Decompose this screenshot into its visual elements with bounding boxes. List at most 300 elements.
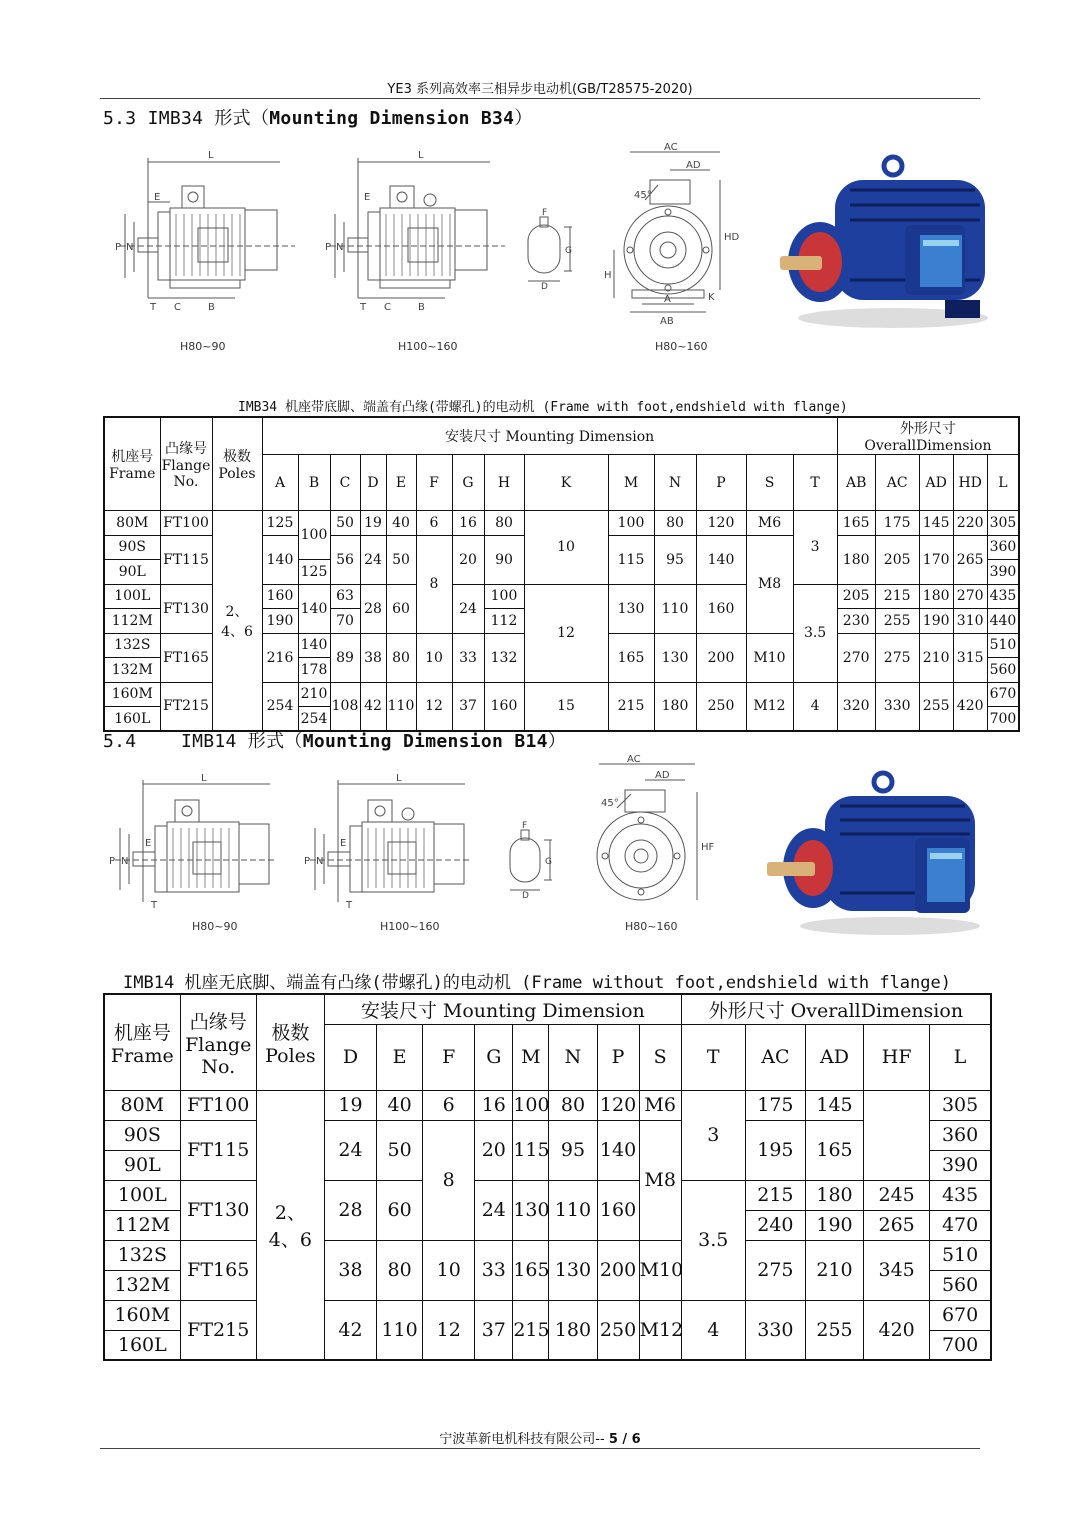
table-cell: 28 xyxy=(360,584,386,633)
drawing-caption: H80~90 xyxy=(180,340,226,353)
table-cell: 560 xyxy=(930,1270,991,1300)
table-cell: 165 xyxy=(805,1120,863,1180)
table-cell: 200 xyxy=(696,633,746,682)
dimension-label: P xyxy=(325,242,332,253)
col-header: F xyxy=(423,1024,475,1090)
table-cell: 50 xyxy=(330,511,360,536)
table-cell: 12 xyxy=(524,584,608,682)
table-cell: 245 xyxy=(864,1180,930,1210)
col-header: D xyxy=(324,1024,376,1090)
table-cell: 440 xyxy=(987,609,1019,634)
col-header: H xyxy=(484,455,524,511)
dimension-label: 45° xyxy=(601,798,619,809)
table-cell: 80 xyxy=(654,511,696,536)
table-caption-b34: IMB34 机座带底脚、端盖有凸缘(带螺孔)的电动机 (Frame with foot,endshield with flange) xyxy=(238,400,848,415)
table-cell: FT115 xyxy=(160,535,212,584)
section-title-end: ） xyxy=(547,731,567,752)
dimension-label: F xyxy=(522,821,528,831)
table-cell: 90S xyxy=(104,1120,180,1150)
table-cell: 33 xyxy=(475,1240,513,1300)
table-cell: 112 xyxy=(484,609,524,634)
drawing-caption: H80~160 xyxy=(655,340,708,353)
table-cell: M8 xyxy=(639,1120,681,1240)
table-cell: 16 xyxy=(475,1090,513,1120)
table-cell: 95 xyxy=(654,535,696,584)
header-mounting: 安装尺寸 Mounting Dimension xyxy=(262,417,837,455)
table-row xyxy=(104,1180,991,1210)
table-cell: 3 xyxy=(681,1090,745,1180)
dimension-label: H xyxy=(604,270,612,281)
table-b34 xyxy=(103,416,1020,732)
table-cell: 210 xyxy=(298,682,330,707)
dimension-label: HD xyxy=(724,232,740,243)
table-cell: 20 xyxy=(475,1120,513,1180)
table-cell: 33 xyxy=(452,633,484,682)
table-cell: 28 xyxy=(324,1180,376,1240)
table-cell: 63 xyxy=(330,584,360,609)
col-header: N xyxy=(549,1024,597,1090)
table-cell: 132M xyxy=(104,658,160,683)
table-cell: 6 xyxy=(423,1090,475,1120)
col-header: D xyxy=(360,455,386,511)
col-header: C xyxy=(330,455,360,511)
col-header: A xyxy=(262,455,298,511)
col-header: E xyxy=(386,455,416,511)
table-cell: 510 xyxy=(987,633,1019,658)
table-cell: 180 xyxy=(549,1300,597,1360)
col-header: K xyxy=(524,455,608,511)
header-frame: 机座号 Frame xyxy=(104,994,180,1090)
table-cell: 90S xyxy=(104,535,160,560)
table-cell: M6 xyxy=(639,1090,681,1120)
poles-cell: 2、4、6 xyxy=(256,1090,324,1360)
dimension-label: T xyxy=(151,900,158,911)
dim-label-t: T xyxy=(150,302,157,313)
table-cell: 130 xyxy=(513,1180,549,1240)
table-cell: 200 xyxy=(597,1240,639,1300)
dimension-label: 45° xyxy=(634,190,652,201)
table-cell: 24 xyxy=(475,1180,513,1240)
table-cell: 37 xyxy=(475,1300,513,1360)
page-number: 5 / 6 xyxy=(608,1432,641,1447)
table-cell: 140 xyxy=(298,633,330,658)
table-cell: 95 xyxy=(549,1120,597,1180)
section-number: 5.4 xyxy=(103,731,137,752)
table-cell: 435 xyxy=(987,584,1019,609)
section-title-text: IMB14 形式（ xyxy=(180,731,303,752)
table-cell: FT100 xyxy=(180,1090,256,1120)
col-header: G xyxy=(452,455,484,511)
table-cell: 390 xyxy=(930,1150,991,1180)
table-cell: 360 xyxy=(987,535,1019,560)
table-cell: 90L xyxy=(104,1150,180,1180)
table-cell: FT115 xyxy=(180,1120,256,1180)
table-cell: 4 xyxy=(681,1300,745,1360)
table-cell: 90 xyxy=(484,535,524,584)
col-header: F xyxy=(416,455,452,511)
table-cell: 3.5 xyxy=(793,584,837,682)
dimension-label: AD xyxy=(655,770,670,781)
table-cell: 160L xyxy=(104,1330,180,1360)
table-b14 xyxy=(103,993,992,1361)
table-cell: 250 xyxy=(597,1300,639,1360)
dimension-label: B xyxy=(418,302,425,313)
header-mounting: 安装尺寸 Mounting Dimension xyxy=(324,994,681,1024)
table-cell: 305 xyxy=(987,511,1019,536)
dim-label-l: L xyxy=(208,150,214,161)
table-cell: 108 xyxy=(330,682,360,731)
table-cell: 205 xyxy=(875,535,919,584)
table-cell: 265 xyxy=(864,1210,930,1240)
header-poles: 极数 Poles xyxy=(256,994,324,1090)
col-header: HF xyxy=(864,1024,930,1090)
table-cell: FT165 xyxy=(180,1240,256,1300)
dimension-label: HF xyxy=(701,842,715,853)
drawing-caption: H100~160 xyxy=(380,920,440,933)
table-cell: 125 xyxy=(262,511,298,536)
col-header: T xyxy=(681,1024,745,1090)
table-cell: 6 xyxy=(416,511,452,536)
table-cell: 42 xyxy=(324,1300,376,1360)
table-cell: 115 xyxy=(513,1120,549,1180)
table-cell: 560 xyxy=(987,658,1019,683)
table-cell: 160 xyxy=(696,584,746,633)
table-cell: 175 xyxy=(875,511,919,536)
drawing-b34-front xyxy=(600,140,750,330)
drawing-b14-front xyxy=(585,752,725,917)
table-cell: 132S xyxy=(104,633,160,658)
dimension-label: D xyxy=(541,282,548,290)
dimension-label: G xyxy=(545,857,552,867)
header-divider xyxy=(100,98,980,99)
drawing-shaft-end-b14 xyxy=(500,820,560,900)
table-cell: 100 xyxy=(513,1090,549,1120)
dimension-label: L xyxy=(201,773,207,784)
footer-company: 宁波革新电机科技有限公司-- xyxy=(439,1432,605,1447)
table-cell: 265 xyxy=(953,535,987,584)
dimension-label: E xyxy=(364,192,371,203)
table-cell: 110 xyxy=(386,682,416,731)
col-header: S xyxy=(639,1024,681,1090)
table-cell: 110 xyxy=(549,1180,597,1240)
table-cell: FT130 xyxy=(160,584,212,633)
table-cell: 215 xyxy=(875,584,919,609)
section-title-b14 xyxy=(103,727,566,753)
section-title-end: ） xyxy=(514,108,533,129)
table-cell: 254 xyxy=(298,707,330,732)
col-header: M xyxy=(513,1024,549,1090)
col-header: G xyxy=(475,1024,513,1090)
col-header: AC xyxy=(875,455,919,511)
page-header: YE3 系列高效率三相异步电动机(GB/T28575-2020) xyxy=(387,82,693,97)
table-cell: 178 xyxy=(298,658,330,683)
dimension-label: T xyxy=(360,302,367,313)
table-cell: 145 xyxy=(805,1090,863,1120)
table-cell: 510 xyxy=(930,1240,991,1270)
table-cell: 230 xyxy=(837,609,875,634)
table-cell: 275 xyxy=(875,633,919,682)
table-cell: 215 xyxy=(745,1180,805,1210)
footer-divider xyxy=(100,1448,980,1449)
table-cell: 80 xyxy=(377,1240,423,1300)
table-cell: 210 xyxy=(805,1240,863,1300)
section-number: 5.3 xyxy=(103,108,137,129)
table-cell: 160 xyxy=(262,584,298,609)
table-cell: 80 xyxy=(484,511,524,536)
drawing-shaft-end xyxy=(520,205,580,290)
table-cell: 120 xyxy=(597,1090,639,1120)
table-cell: 320 xyxy=(837,682,875,731)
section-title-bold: Mounting Dimension B34 xyxy=(269,108,515,129)
col-header: L xyxy=(987,455,1019,511)
table-cell: 140 xyxy=(262,535,298,584)
table-cell: 130 xyxy=(549,1240,597,1300)
table-cell: 700 xyxy=(987,707,1019,732)
table-cell: 205 xyxy=(837,584,875,609)
table-cell: 390 xyxy=(987,560,1019,585)
motor-photo-b34 xyxy=(775,150,1000,335)
table-cell: 8 xyxy=(423,1120,475,1240)
table-cell: 190 xyxy=(919,609,953,634)
motor-photo-b14 xyxy=(765,768,990,938)
table-cell: 700 xyxy=(930,1330,991,1360)
dimension-label: T xyxy=(346,900,353,911)
table-cell: 670 xyxy=(930,1300,991,1330)
table-cell: 270 xyxy=(953,584,987,609)
table-cell: 220 xyxy=(953,511,987,536)
table-cell: 250 xyxy=(696,682,746,731)
table-cell: 160 xyxy=(597,1180,639,1240)
table-cell: M12 xyxy=(639,1300,681,1360)
table-cell: 420 xyxy=(953,682,987,731)
table-cell: 345 xyxy=(864,1240,930,1300)
table-cell: 180 xyxy=(837,535,875,584)
dim-label-n: N xyxy=(126,242,134,253)
dimension-label: E xyxy=(340,838,347,849)
table-cell: FT100 xyxy=(160,511,212,536)
table-cell: 125 xyxy=(298,560,330,585)
table-cell: 100 xyxy=(608,511,654,536)
table-cell: 100L xyxy=(104,1180,180,1210)
table-cell: 130 xyxy=(654,633,696,682)
table-cell: 130 xyxy=(608,584,654,633)
table-cell: 80 xyxy=(386,633,416,682)
table-cell: 140 xyxy=(597,1120,639,1180)
table-cell: 20 xyxy=(452,535,484,584)
table-cell: 140 xyxy=(298,584,330,633)
table-cell: 175 xyxy=(745,1090,805,1120)
table-cell: 132 xyxy=(484,633,524,682)
table-cell: 10 xyxy=(524,511,608,585)
table-cell: FT215 xyxy=(160,682,212,731)
col-header: B xyxy=(298,455,330,511)
table-cell: 24 xyxy=(360,535,386,584)
col-header: S xyxy=(746,455,793,511)
table-cell: FT165 xyxy=(160,633,212,682)
table-cell: 180 xyxy=(654,682,696,731)
table-cell: 4 xyxy=(793,682,837,731)
table-cell: 435 xyxy=(930,1180,991,1210)
dimension-label: AB xyxy=(660,316,674,327)
table-cell: 140 xyxy=(696,535,746,584)
table-cell: 215 xyxy=(608,682,654,731)
table-cell: 216 xyxy=(262,633,298,682)
table-cell: 160 xyxy=(484,682,524,731)
table-cell: 24 xyxy=(452,584,484,633)
header-poles: 极数 Poles xyxy=(212,417,262,511)
header-frame: 机座号 Frame xyxy=(104,417,160,511)
table-cell: 275 xyxy=(745,1240,805,1300)
table-cell: 110 xyxy=(654,584,696,633)
table-cell: 330 xyxy=(745,1300,805,1360)
section-title-bold: Mounting Dimension B14 xyxy=(302,731,548,752)
table-cell: 470 xyxy=(930,1210,991,1240)
table-cell: 10 xyxy=(416,633,452,682)
col-header: HD xyxy=(953,455,987,511)
dimension-label: L xyxy=(418,150,424,161)
col-header: L xyxy=(930,1024,991,1090)
dim-label-b: B xyxy=(208,302,215,313)
table-cell: 80M xyxy=(104,511,160,536)
dimension-label: F xyxy=(542,208,548,218)
col-header: AD xyxy=(805,1024,863,1090)
dimension-label: P xyxy=(109,856,116,867)
drawing-b14-side-h100-160 xyxy=(300,772,475,917)
table-cell: 40 xyxy=(377,1090,423,1120)
table-cell: 195 xyxy=(745,1120,805,1180)
drawing-b34-side-h80-90 xyxy=(110,148,300,318)
dimension-label: N xyxy=(121,856,129,867)
table-cell: 120 xyxy=(696,511,746,536)
col-header: AD xyxy=(919,455,953,511)
table-row xyxy=(104,1300,991,1330)
table-cell: 19 xyxy=(324,1090,376,1120)
col-header: E xyxy=(377,1024,423,1090)
table-cell: 70 xyxy=(330,609,360,634)
table-cell: 165 xyxy=(608,633,654,682)
table-cell: 3 xyxy=(793,511,837,585)
dimension-label: C xyxy=(384,302,391,313)
header-overall: 外形尺寸 OverallDimension xyxy=(837,417,1019,455)
table-cell: 420 xyxy=(864,1300,930,1360)
table-cell: 670 xyxy=(987,682,1019,707)
drawing-caption: H80~90 xyxy=(192,920,238,933)
table-cell: 40 xyxy=(386,511,416,536)
col-header: P xyxy=(597,1024,639,1090)
table-cell: 100L xyxy=(104,584,160,609)
table-cell: 90L xyxy=(104,560,160,585)
table-cell: 56 xyxy=(330,535,360,584)
table-cell: 115 xyxy=(608,535,654,584)
table-cell: 145 xyxy=(919,511,953,536)
table-cell: 160M xyxy=(104,1300,180,1330)
table-cell: 170 xyxy=(919,535,953,584)
table-cell: 210 xyxy=(919,633,953,682)
table-cell: 38 xyxy=(360,633,386,682)
table-cell: 310 xyxy=(953,609,987,634)
table-cell: 305 xyxy=(930,1090,991,1120)
table-cell: 38 xyxy=(324,1240,376,1300)
table-cell: 165 xyxy=(513,1240,549,1300)
dimension-label: K xyxy=(708,292,715,303)
table-cell: 100 xyxy=(484,584,524,609)
table-cell: 8 xyxy=(416,535,452,633)
table-cell: 19 xyxy=(360,511,386,536)
dim-label-e: E xyxy=(154,192,161,203)
dimension-label: AC xyxy=(627,754,641,765)
dimension-label: A xyxy=(664,294,671,305)
table-cell: 50 xyxy=(386,535,416,584)
table-cell: 132M xyxy=(104,1270,180,1300)
table-cell: M6 xyxy=(746,511,793,536)
table-cell: M10 xyxy=(639,1240,681,1300)
dimension-label: AC xyxy=(664,142,678,153)
dimension-label: N xyxy=(336,242,344,253)
table-cell: 89 xyxy=(330,633,360,682)
table-cell: 190 xyxy=(805,1210,863,1240)
table-cell: 190 xyxy=(262,609,298,634)
table-cell: 215 xyxy=(513,1300,549,1360)
table-cell: M10 xyxy=(746,633,793,682)
dimension-label: AD xyxy=(686,160,701,171)
table-cell: 12 xyxy=(416,682,452,731)
table-cell: 60 xyxy=(386,584,416,633)
table-cell: 37 xyxy=(452,682,484,731)
table-cell: 24 xyxy=(324,1120,376,1180)
table-cell: 110 xyxy=(377,1300,423,1360)
table-cell: M8 xyxy=(746,535,793,633)
table-row xyxy=(104,511,1019,536)
page-footer xyxy=(100,1428,980,1447)
table-cell: M12 xyxy=(746,682,793,731)
table-cell: 15 xyxy=(524,682,608,731)
table-cell: 315 xyxy=(953,633,987,682)
table-cell: 254 xyxy=(262,682,298,731)
section-title-text: IMB34 形式（ xyxy=(147,108,270,129)
dimension-label: N xyxy=(316,856,324,867)
table-cell: 10 xyxy=(423,1240,475,1300)
dimension-label: P xyxy=(304,856,311,867)
table-cell: 42 xyxy=(360,682,386,731)
table-cell: 80 xyxy=(549,1090,597,1120)
drawing-caption: H80~160 xyxy=(625,920,678,933)
dim-label-p: P xyxy=(115,242,122,253)
table-cell: FT215 xyxy=(180,1300,256,1360)
header-overall: 外形尺寸 OverallDimension xyxy=(681,994,991,1024)
col-header: T xyxy=(793,455,837,511)
table-cell: 180 xyxy=(805,1180,863,1210)
table-row xyxy=(104,1090,991,1120)
table-cell: FT130 xyxy=(180,1180,256,1240)
table-cell: 132S xyxy=(104,1240,180,1270)
drawing-b14-side-h80-90 xyxy=(105,772,280,917)
section-title-b34 xyxy=(103,104,533,130)
table-caption-b14: IMB14 机座无底脚、端盖有凸缘(带螺孔)的电动机 (Frame without foot,endshield with flange) xyxy=(123,973,951,993)
dimension-label: G xyxy=(565,246,572,256)
table-cell: 160L xyxy=(104,707,160,732)
dim-label-c: C xyxy=(174,302,181,313)
table-cell: 180 xyxy=(919,584,953,609)
dimension-label: D xyxy=(522,891,529,900)
table-row xyxy=(104,1120,991,1150)
col-header: AC xyxy=(745,1024,805,1090)
table-cell: 160M xyxy=(104,682,160,707)
table-cell: 255 xyxy=(919,682,953,731)
table-cell: 12 xyxy=(423,1300,475,1360)
table-cell xyxy=(864,1090,930,1180)
table-row xyxy=(104,1240,991,1270)
table-cell: 360 xyxy=(930,1120,991,1150)
